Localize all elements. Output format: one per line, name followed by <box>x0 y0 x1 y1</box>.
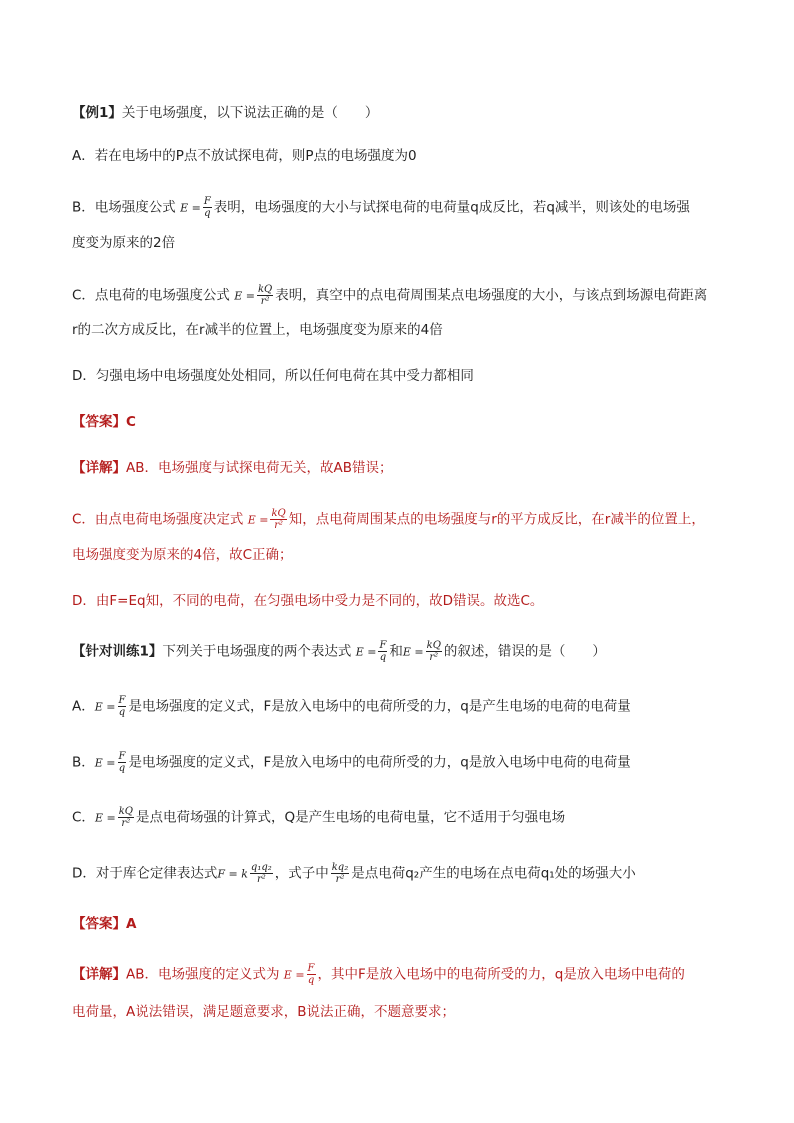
formula-e-eq: E = <box>247 513 269 527</box>
example1-option-a: A．若在电场中的P点不放试探电荷，则P点的电场强度为0 <box>72 148 417 164</box>
training1-question <box>72 640 606 663</box>
formula-den: q <box>379 652 387 663</box>
formula-e-eq: E = <box>94 700 116 714</box>
option-d-post: 是点电荷q₂产生的电场在点电荷q₁处的场强大小 <box>351 865 636 882</box>
option-c-pre: C． <box>72 809 95 826</box>
example1-option-b <box>72 196 690 219</box>
formula-num: q₁q₂ <box>250 862 272 873</box>
training1-question-pre: 下列关于电场强度的两个表达式 <box>162 643 352 660</box>
option-c-post: 是点电荷场强的计算式，Q是产生电场的电荷电量，它不适用于匀强电场 <box>135 809 566 826</box>
detail-label: 【详解】 <box>72 460 126 476</box>
formula-num: F <box>118 695 126 706</box>
formula-num: kQ <box>118 806 133 817</box>
formula-e-eq: E = <box>94 811 116 825</box>
formula-num: kQ <box>271 508 286 519</box>
detail-2-pre: C．由点电荷电场强度决定式 <box>72 511 244 528</box>
training1-detail-1 <box>72 963 685 986</box>
formula-den: r² <box>121 818 131 829</box>
example1-detail-3: D．由F=Eq知，不同的电荷，在匀强电场中受力是不同的，故D错误。故选C。 <box>72 593 544 609</box>
formula-den: q <box>307 975 315 986</box>
formula-num: kQ <box>257 284 273 295</box>
example1-question-text: 关于电场强度，以下说法正确的是（ ） <box>121 105 379 121</box>
example1-detail-2 <box>72 508 705 531</box>
example1-tag: 【例1】 <box>72 105 122 121</box>
answer-label: 【答案】 <box>72 916 126 932</box>
formula-num: F <box>118 751 126 762</box>
formula-e-eq: E = <box>283 968 305 982</box>
training1-option-c <box>72 806 565 829</box>
formula-num: kq₂ <box>331 862 349 873</box>
formula-e-eq: E = <box>180 201 201 215</box>
answer-value: A <box>126 916 137 932</box>
formula-den: q <box>118 763 126 774</box>
formula-den: r² <box>260 296 270 307</box>
training1-detail-1-line2: 电荷量，A说法错误，满足题意要求，B说法正确，不题意要求； <box>72 1004 455 1020</box>
training1-question-post: 的叙述，错误的是（ ） <box>443 643 606 660</box>
training1-tag: 【针对训练1】 <box>72 643 163 660</box>
answer-label: 【答案】 <box>72 414 126 430</box>
example1-detail-1 <box>72 458 393 478</box>
formula-num: F <box>203 196 211 207</box>
example1-option-b-post: 表明，电场强度的大小与试探电荷的电荷量q成反比，若q减半，则该处的电场强 <box>213 199 690 216</box>
formula-den: r² <box>256 874 266 885</box>
example1-option-d: D．匀强电场中电场强度处处相同，所以任何电荷在其中受力都相同 <box>72 368 474 384</box>
option-a-post: 是电场强度的定义式，F是放入电场中的电荷所受的力，q是产生电场的电荷的电荷量 <box>128 698 631 715</box>
formula-e-eq: E = <box>355 645 377 659</box>
formula-den: q <box>204 208 211 219</box>
formula-coulomb-lhs: F = k <box>217 867 248 881</box>
example1-option-c-line2: r的二次方成反比，在r减半的位置上，电场强度变为原来的4倍 <box>72 322 443 338</box>
formula-den: r² <box>429 652 439 663</box>
detail-2-post: 知，点电荷周围某点的电场强度与r的平方成反比，在r减半的位置上， <box>288 511 705 528</box>
formula-f-over-q <box>307 963 316 986</box>
formula-f-over-q <box>118 751 127 774</box>
formula-kq2-over-r2 <box>331 862 349 885</box>
option-d-pre: D．对于库仑定律表达式 <box>72 865 218 882</box>
formula-den: r² <box>335 874 345 885</box>
formula-f-over-q <box>378 640 387 663</box>
formula-kq-over-r2 <box>426 640 442 663</box>
example1-answer <box>72 412 136 432</box>
formula-kq-over-r2 <box>270 508 286 531</box>
example1-option-b-line2: 度变为原来的2倍 <box>72 235 176 251</box>
example1-question <box>72 103 378 123</box>
detail-1-pre: AB．电场强度的定义式为 <box>126 966 280 983</box>
formula-den: r² <box>274 520 284 531</box>
formula-f-over-q <box>203 196 212 219</box>
option-b-pre: B． <box>72 754 95 771</box>
option-a-pre: A． <box>72 698 95 715</box>
example1-option-c-pre: C．点电荷的电场强度公式 <box>72 287 230 304</box>
example1-option-b-pre: B．电场强度公式 <box>72 199 176 216</box>
option-d-mid: ，式子中 <box>274 865 329 882</box>
formula-f-over-q <box>118 695 127 718</box>
answer-value: C <box>126 414 136 430</box>
training1-option-b <box>72 751 631 774</box>
formula-q1q2-over-r2 <box>250 862 273 885</box>
training1-answer <box>72 914 136 934</box>
option-b-post: 是电场强度的定义式，F是放入电场中的电荷所受的力，q是放入电场中电荷的电荷量 <box>128 754 631 771</box>
formula-e-eq: E = <box>94 756 116 770</box>
example1-detail-2-line2: 电场强度变为原来的4倍，故C正确； <box>72 547 293 563</box>
formula-kq-over-r2 <box>257 284 273 307</box>
formula-den: q <box>118 707 126 718</box>
formula-num: F <box>307 963 315 974</box>
formula-num: kQ <box>426 640 441 651</box>
training1-option-a <box>72 695 631 718</box>
formula-kq-over-r2 <box>118 806 134 829</box>
formula-num: F <box>379 640 387 651</box>
detail-label: 【详解】 <box>72 966 126 983</box>
formula-e-eq: E = <box>402 645 424 659</box>
example1-option-c-post: 表明，真空中的点电荷周围某点电场强度的大小，与该点到场源电荷距离 <box>275 287 708 304</box>
training1-option-d <box>72 862 636 885</box>
detail-1-post: ，其中F是放入电场中的电荷所受的力，q是放入电场中电荷的 <box>317 966 685 983</box>
training1-question-mid: 和 <box>389 643 403 660</box>
detail-text: AB．电场强度与试探电荷无关，故AB错误； <box>126 460 393 476</box>
formula-e-eq: E = <box>234 289 255 303</box>
example1-option-c <box>72 284 707 307</box>
